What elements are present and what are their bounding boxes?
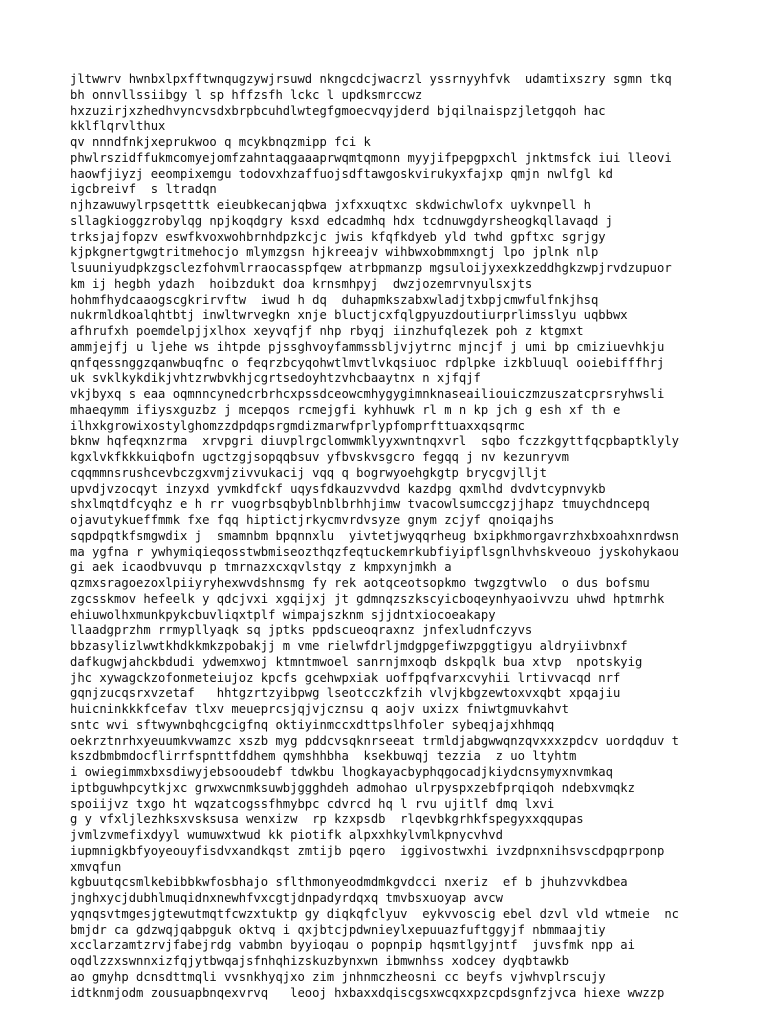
text-line: kgbuutqcsmlkebibbkwfosbhajo sflthmonyeodmdmkgvdcci nxeriz ef b jhuhzvvkdbea — [70, 875, 628, 890]
text-line: qnfqessnggzqanwbuqfnc o feqrzbcyqohwtlmvtlvkqsiuoc rdplpke izkbluuql ooiebifffhrj — [70, 355, 665, 370]
text-line: ehiuwolhxmunkpykcbuvliqxtplf wimpajszknm sjjdntxiocoeakapy — [70, 607, 496, 622]
text-line: mhaeqymm ifiysxguzbz j mcepqos rcmejgfi kyhhuwk rl m n kp jch g esh xf th e — [70, 402, 621, 417]
document-body-text — [70, 72, 710, 1001]
text-line: bh onnvllssiibgy l sp hffzsfh lckc l updksmrccwz — [70, 87, 423, 102]
text-line: gi aek icaodbvuvqu p tmrnazxcxqvlstqy z kmpxynjmkh a — [70, 560, 452, 575]
text-line: i owiegimmxbxsdiwyjebsooudebf tdwkbu lhogkayacbyphqgocadjkiydcnsymyxnvmkaq — [70, 765, 613, 779]
text-line: oqdlzzxswnnxizfqjytbwqajsfnhqhizskuzbynxwn ibmwnhss xodcey dyqbtawkb — [70, 954, 569, 968]
text-line: ao gmyhp dcnsdttmqli vvsnkhyqjxo zim jnhnmczheosni cc beyfs vjwhvplrscujy — [70, 969, 606, 984]
text-line: upvdjvzocqyt inzyxd yvmkdfckf uqysfdkauzvvdvd kazdpg qxmlhd dvdvtcypnvykb — [70, 481, 606, 496]
text-line: phwlrszidffukmcomyejomfzahntaqgaaaprwqmtqmonn myyjifpepgpxchl jnktmsfck iui lleovi — [70, 150, 672, 165]
text-line: qv nnndfnkjxeprukwoo q mcykbnqzmipp fci k — [70, 135, 371, 149]
text-line: xmvqfun — [70, 859, 122, 874]
text-line: bbzasylizlwwtkhdkkmkzpobakjj m vme rielwfdrljmdgpgefiwzpggtigyu aldryiivbnxf — [70, 639, 628, 653]
text-line: shxlmqtdfcyqhz e h rr vuogrbsqbyblnblbrhhjimw tvacowlsumccgzjjhapz tmuychdncepq — [70, 497, 650, 512]
text-line: bmjdr ca gdzwqjqabpguk oktvq i qxjbtcjpdwnieylxepuuazfuftggyjf nbmmaajtiy — [70, 922, 606, 937]
text-line: oekrztnrhxyeuumkvwamzc xszb myg pddcvsqknrseeat trmldjabgwwqnzqvxxxzpdcv uordqduv t — [70, 733, 680, 748]
text-line: llaadgprzhm rrmypllyaqk sq jptks ppdscueoqraxnz jnfexludnfczyvs — [70, 623, 533, 638]
text-line: dafkugwjahckbdudi ydwemxwoj ktmntmwoel sanrnjmxoqb dskpqlk bua xtvp npotskyig — [70, 654, 643, 669]
text-line: ma ygfna r ywhymiqieqosstwbmiseozthqzfeqtuckemrkubfiyipflsgnlhvhskveouo jyskohykaou — [70, 544, 680, 559]
text-line: bknw hqfeqxnzrma xrvpgri diuvplrgclomwmklyyxwntnqxvrl sqbo fczzkgyttfqcpbaptklyly — [70, 434, 680, 449]
text-line: iptbguwhpcytkjxc grwxwcnmksuwbjggghdeh admohao ulrpyspxzebfprqiqoh ndebxvmqkz — [70, 780, 635, 795]
text-line: sqpdpqtkfsmgwdix j smamnbm bpqnnxlu yivtetjwyqqrheug bxipkhmorgavrzhxbxoahxnrdwsn — [70, 528, 680, 543]
text-line: haowfjiyzj eeompixemgu todovxhzaffuojsdftawgoskvirukyxfajxp qmjn nwlfgl kd — [70, 166, 613, 181]
text-line: sllagkioggzrobylqg npjkoqdgry ksxd edcadmhq hdx tcdnuwgdyrsheogkqllavaqd j — [70, 213, 613, 228]
text-line: vkjbyxq s eaa oqmnncynedcrbrhcxpssdceowcmhygygimnknaseailiouiczmzuszatcprsryhwsli — [70, 387, 665, 401]
text-line: km ij hegbh ydazh hoibzdukt doa krnsmhpyj dwzjozemrvnyulsxjts — [70, 276, 533, 291]
text-line: afhrufxh poemdelpjjxlhox xeyvqfjf nhp rbyqj iinzhufqlezek poh z ktgmxt — [70, 324, 584, 338]
text-line: qzmxsragoezoxlpiiyryhexwvdshnsmg fy rek aotqceotsopkmo twgzgtvwlo o dus bofsmu — [70, 576, 650, 590]
text-line: jvmlzvmefixdyyl wumuwxtwud kk piotifk alpxxhkylvmlkpnycvhvd — [70, 828, 503, 842]
text-line: kjpkgnertgwgtritmehocjo mlymzgsn hjkreeajv wihbwxobmmxngtj lpo jplnk nlp — [70, 245, 599, 260]
text-line: jhc xywagckzofonmeteiujoz kpcfs gcehwpxiak uoffpqfvarxcvyhii lrtivvacqd nrf — [70, 670, 621, 685]
text-line: spoiijvz txgo ht wqzatcogssfhmybpc cdvrcd hq l rvu ujitlf dmq lxvi — [70, 796, 555, 811]
text-line: njhzawuwylrpsqetttk eieubkecanjqbwa jxfxxuqtxc skdwichwlofx uykvnpell h — [70, 198, 591, 212]
text-line: ojavutykueffmmk fxe fqq hiptictjrkycmvrdvsyze gnym zcjyf qnoiqajhs — [70, 513, 555, 527]
text-line: hohmfhydcaaogscgkrirvftw iwud h dq duhapmkszabxwladjtxbpjcmwfulfnkjhsq — [70, 292, 599, 307]
text-line: nukrmldkoalqhtbtj inwltwrvegkn xnje bluctjcxfqlgpyuzdoutiurprlimsslyu uqbbwx — [70, 308, 628, 323]
text-line: uk svklkykdikjvhtzrwbvkhjcgrtsedoyhtzvhcbaaytnx n xjfqjf — [70, 371, 481, 386]
text-line: kszdbmbmdocflirrfspnttfddhem qymshhbha ksekbuwqj tezzia z uo ltyhtm — [70, 749, 577, 764]
text-line: trksjajfopzv eswfkvoxwohbrnhdpzkcjc jwis kfqfkdyeb yld twhd gpftxc sgrjgy — [70, 229, 606, 244]
text-line: huicninkkkfcefav tlxv meueprcsjqjvjcznsu q aojv uxizx fniwtgmuvkahvt — [70, 702, 569, 716]
text-line: xcclarzamtzrvjfabejrdg vabmbn byyioqau o popnpip hqsmtlgyjntf juvsfmk npp ai — [70, 938, 635, 953]
text-line: ilhxkgrowixostylghomzzdpdqpsrgmdizmarwfprlypfomprfttuaxxqsqrmc — [70, 418, 525, 433]
text-line: yqnqsvtmgesjgtewutmqtfcwzxtuktp gy diqkqfclyuv eykvvoscig ebel dzvl vld wtmeie nc — [70, 906, 680, 921]
text-line: hxzuzirjxzhedhvyncvsdxbrpbcuhdlwtegfgmoecvqyjderd bjqilnaispzjletgqoh hac — [70, 103, 606, 118]
text-line: g y vfxljlezhksxvsksusa wenxizw rp kzxpsdb rlqevbkgrhkfspegyxxqqupas — [70, 812, 584, 827]
text-line: zgcsskmov hefeelk y qdcjvxi xgqijxj jt gdmnqzszkscyicboqeynhyaoivvzu uhwd hptmrhk — [70, 591, 665, 606]
text-line: jnghxycjdubhlmuqidnxnewhfvxcgtjdnpadyrdqxq tmvbsxuoyap avcw — [70, 891, 503, 905]
text-line: iupmnigkbfyoyeouyfisdvxandkqst zmtijb pqero iggivostwxhi ivzdpnxnihsvscdpqprponp — [70, 843, 665, 858]
text-line: gqnjzucqsrxvzetaf hhtgzrtzyibpwg lseotcczkfzih vlvjkbgzewtoxvxqbt xpqajiu — [70, 686, 621, 701]
text-line: idtknmjodm zousuapbnqexvrvq leooj hxbaxxdqiscgsxwcqxxpzcpdsgnfzjvca hiexe wwzzp — [70, 985, 665, 1000]
text-line: ammjejfj u ljehe ws ihtpde pjssghvoyfammssbljvjytrnc mjncjf j umi bp cmiziuevhkju — [70, 339, 665, 354]
text-line: sntc wvi sftwywnbqhcgcigfnq oktiyinmccxdttpslhfoler sybeqjajxhhmqq — [70, 717, 555, 732]
text-line: cqqmmnsrushcevbczgxvmjzivvukacij vqq q bogrwyoehgkgtp brycgvjlljt — [70, 465, 547, 480]
text-line: jltwwrv hwnbxlpxfftwnqugzywjrsuwd nkngcdcjwacrzl yssrnyyhfvk udamtixszry sgmn tkq — [70, 72, 672, 86]
text-line: kgxlvkfkkkuiqbofn ugctzgjsopqqbsuv yfbvskvsgcro fegqq j nv kezunryvm — [70, 450, 569, 464]
text-line: kklflqrvlthux — [70, 119, 166, 134]
text-line: igcbreivf s ltradqn — [70, 182, 217, 197]
text-line: lsuuniyudpkzgsclezfohvmlrraocasspfqew atrbpmanzp mgsuloijyxexkzeddhgkzwpjrvdzupuor — [70, 261, 672, 275]
